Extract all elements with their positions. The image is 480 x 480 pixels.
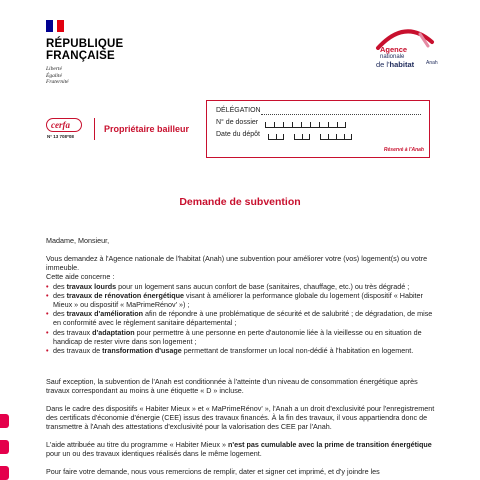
republic-name: RÉPUBLIQUE FRANÇAISE [46, 38, 124, 62]
delegation-box [206, 100, 430, 158]
list-item: • des travaux d'amélioration afin de répondre à une problématique de sécurité et de salubrité ; de dégradation, de mise en conformité avec le règlement sanitaire départemental ; [46, 309, 436, 327]
energy-condition-paragraph: Sauf exception, la subvention de l'Anah est conditionnée à l'atteinte d'un niveau de consommation énergétique après travaux correspondant au moins à une étiquette « D » incluse. [46, 377, 418, 396]
motto-liberte: Liberté [46, 66, 62, 72]
intro-section [46, 254, 436, 355]
list-item: • des travaux d'adaptation pour permettre à une personne en perte d'autonomie liée à la vieillesse ou en situation de handicap de rester vivre dans son logement ; [46, 328, 436, 346]
republic-motto [46, 66, 96, 86]
reserved-anah-label: Réservé à l'Anah [383, 147, 424, 153]
cerfa-logo: cerfa [46, 118, 82, 132]
page-title: Demande de subvention [179, 196, 301, 208]
anah-logo [370, 20, 440, 80]
delegation-field[interactable] [261, 114, 421, 115]
cerfa-number: N° 13 708*08 [47, 134, 74, 139]
concerns-label: Cette aide concerne : [46, 272, 115, 282]
intro-paragraph: Vous demandez à l'Agence nationale de l'habitat (Anah) une subvention pour améliorer votre (vos) logement(s) ou votre immeuble. [46, 254, 428, 273]
anah-line2: nationale [380, 54, 405, 60]
deposit-date-month-field[interactable] [294, 134, 310, 140]
side-tab [0, 414, 9, 428]
cumulation-paragraph: L'aide attribuée au titre du programme « Habiter Mieux » n'est pas cumulable avec la prime de transition énergétique pour un ou des travaux identiques réalisés dans le même logement. [46, 440, 432, 459]
instructions-paragraph: Pour faire votre demande, nous vous remercions de remplir, dater et signer cet imprimé, et d'y joindre les [46, 467, 380, 476]
delegation-label: DÉLÉGATION [216, 107, 261, 114]
header-divider [94, 118, 95, 140]
side-tab [0, 466, 9, 480]
list-item: • des travaux lourds pour un logement sans aucun confort de base (sanitaires, chauffage, etc.) ou très dégradé ; [46, 282, 436, 291]
list-item: • des travaux de rénovation énergétique visant à améliorer la performance globale du logement (dispositif « Habiter Mieux » ou dispositif « MaPrimeRénov' ») ; [46, 291, 436, 309]
deposit-date-label: Date du dépôt [216, 131, 260, 138]
deposit-date-day-field[interactable] [268, 134, 284, 140]
dossier-label: N° de dossier [216, 119, 259, 126]
anah-short: Anah [426, 60, 438, 66]
dossier-number-field[interactable] [265, 122, 346, 128]
salutation: Madame, Monsieur, [46, 236, 110, 245]
applicant-role: Propriétaire bailleur [104, 124, 190, 134]
motto-fraternite: Fraternité [46, 79, 69, 85]
deposit-date-year-field[interactable] [320, 134, 352, 140]
motto-egalite: Égalité [46, 72, 62, 79]
anah-line1: Agence [380, 45, 408, 54]
anah-line3: de l'habitat [376, 60, 415, 69]
list-item: • des travaux de transformation d'usage permettant de transformer un local non-dédié à l'habitation en logement. [46, 346, 436, 355]
marianne-flag-icon [46, 20, 64, 32]
works-list [46, 282, 436, 356]
side-tab [0, 440, 9, 454]
cee-exclusivity-paragraph: Dans le cadre des dispositifs « Habiter Mieux » et « MaPrimeRénov' », l'Anah a un droit d'exclusivité pour l'enregistrement des certificats d'économie d'énergie (CEE) issus des travaux financés. À la fin des travaux, il vous appartiendra donc de transmettre à l'Anah des attestations d'exclusivité pour la valorisation des CEE par l'Anah. [46, 404, 435, 432]
